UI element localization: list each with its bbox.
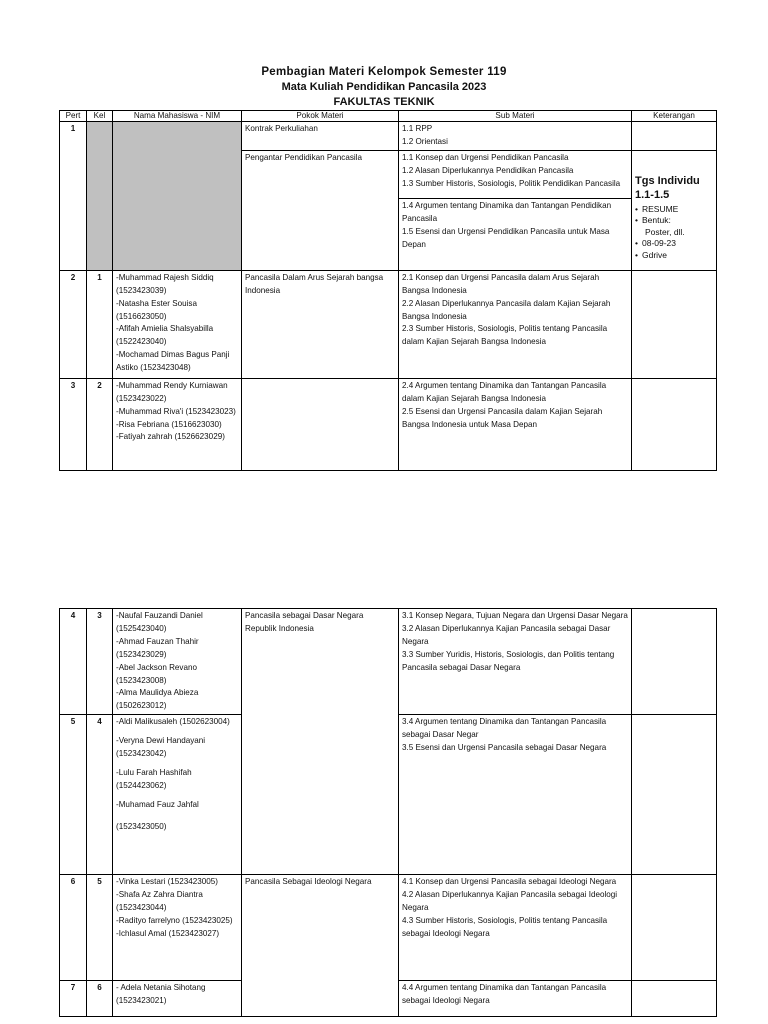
- pokok-text: Pengantar Pendidikan Pancasila: [245, 152, 362, 162]
- pert-cell: 1: [60, 122, 87, 271]
- assignment-item: • RESUME: [635, 204, 713, 216]
- student-entry: - Adela Netania Sihotang (1523423021): [116, 983, 206, 1006]
- student-entry: -Ichlasul Amal (1523423027): [116, 928, 220, 938]
- sub-cell: [399, 875, 632, 981]
- sub-item: 3.2 Alasan Diperlukannya Kajian Pancasila sebagai Dasar Negara: [402, 623, 611, 646]
- sub-item: 4.4 Argumen tentang Dinamika dan Tantangan Pancasila sebagai Ideologi Negara: [402, 983, 607, 1006]
- assignment-subitem: Poster, dll.: [645, 226, 685, 237]
- sub-item: 2.5 Esensi dan Urgensi Pancasila dalam Kajian Sejarah Bangsa Indonesia untuk Masa Depan: [402, 406, 603, 429]
- sub-item: 3.3 Sumber Yuridis, Historis, Sosiologis, dan Politis tentang Pancasila sebagai Dasar Negara: [402, 649, 615, 672]
- pokok-text: Pancasila sebagai Dasar Negara Republik Indonesia: [245, 611, 364, 633]
- sub-item: 3.4 Argumen tentang Dinamika dan Tantangan Pancasila sebagai Dasar Negar: [402, 717, 607, 740]
- nama-cell: [113, 875, 242, 981]
- col-header-pert: Pert: [60, 111, 87, 122]
- col-header-keterangan: Keterangan: [632, 111, 717, 122]
- sub-cell: [399, 150, 632, 198]
- keterangan-cell: [632, 715, 717, 875]
- student-entry: -Risa Febriana (1516623030): [116, 419, 222, 429]
- kel-cell-empty: [87, 122, 113, 271]
- student-entry: -Radityo farrelyno (1523423025): [116, 915, 233, 925]
- student-entry: -Muhamad Fauz Jahfal: [116, 799, 199, 809]
- faculty-title: FAKULTAS TEKNIK: [333, 96, 435, 108]
- col-header-sub: Sub Materi: [399, 111, 632, 122]
- student-entry: -Afifah Amielia Shalsyabilla (1522423040): [116, 324, 214, 347]
- table-row: [60, 378, 717, 470]
- keterangan-cell: [632, 150, 717, 270]
- student-entry: -Mochamad Dimas Bagus Panji Astiko (1523423048): [116, 350, 230, 373]
- kel-cell: 2: [87, 378, 113, 470]
- sub-cell: [399, 122, 632, 151]
- table-header-row: [60, 111, 717, 122]
- pokok-text: Pancasila Sebagai Ideologi Negara: [245, 877, 372, 887]
- pert-cell: 4: [60, 609, 87, 715]
- kel-cell: 6: [87, 981, 113, 1017]
- pert-cell: 6: [60, 875, 87, 981]
- student-entry: -Aldi Malikusaleh (1502623004): [116, 717, 230, 727]
- sub-item: 1.1 RPP: [402, 124, 433, 133]
- student-entry: -Naufal Fauzandi Daniel (1525423040): [116, 611, 203, 633]
- col-header-pokok: Pokok Materi: [242, 111, 399, 122]
- table-row: [60, 122, 717, 151]
- assignment-item: • Gdrive: [635, 250, 713, 262]
- keterangan-cell: [632, 981, 717, 1017]
- sub-cell: [399, 981, 632, 1017]
- student-entry: -Abel Jackson Revano (1523423008): [116, 662, 197, 685]
- sub-item: 2.3 Sumber Historis, Sosiologis, Politis tentang Pancasila dalam Kajian Sejarah Bangsa Indonesia: [402, 324, 608, 347]
- pert-cell: 5: [60, 715, 87, 875]
- pokok-cell: [242, 378, 399, 470]
- document-title: Pembagian Materi Kelompok Semester 119: [261, 66, 507, 78]
- keterangan-cell: [632, 609, 717, 715]
- sub-item: 4.2 Alasan Diperlukannya Kajian Pancasila sebagai Ideologi Negara: [402, 890, 618, 913]
- student-entry: -Vinka Lestari (1523423005): [116, 877, 218, 887]
- keterangan-cell: [632, 875, 717, 981]
- table-row: [60, 270, 717, 378]
- kel-cell: 3: [87, 609, 113, 715]
- nama-cell: [113, 981, 242, 1017]
- student-entry: -Shafa Az Zahra Diantra (1523423044): [116, 890, 203, 913]
- pert-cell: 7: [60, 981, 87, 1017]
- sub-cell: [399, 270, 632, 378]
- pokok-text: Kontrak Perkuliahan: [245, 124, 318, 133]
- sub-cell: [399, 609, 632, 715]
- pokok-cell: [242, 122, 399, 151]
- student-entry: -Lulu Farah Hashifah (1524423062): [116, 767, 192, 790]
- kel-cell: 4: [87, 715, 113, 875]
- assignment-list: [635, 204, 713, 262]
- sub-cell: [399, 378, 632, 470]
- sub-item: 1.5 Esensi dan Urgensi Pendidikan Pancasila untuk Masa Depan: [402, 226, 610, 249]
- keterangan-cell: [632, 122, 717, 151]
- materials-table-bottom: [59, 608, 717, 1017]
- table-row: [60, 875, 717, 981]
- sub-item: 2.1 Konsep dan Urgensi Pancasila dalam Arus Sejarah Bangsa Indonesia: [402, 272, 600, 295]
- assignment-title: Tgs Individu 1.1-1.5: [635, 174, 700, 201]
- student-entry: -Fatiyah zahrah (1526623029): [116, 432, 225, 442]
- sub-item: 1.4 Argumen tentang Dinamika dan Tantangan Pendidikan Pancasila: [402, 200, 612, 223]
- materials-table-top: [59, 110, 717, 471]
- nama-cell: [113, 270, 242, 378]
- pokok-cell: [242, 150, 399, 270]
- student-entry: -Muhammad Riva'i (1523423023): [116, 406, 236, 416]
- nama-cell: [113, 609, 242, 715]
- sub-item: 4.3 Sumber Historis, Sosiologis, Politis tentang Pancasila sebagai Ideologi Negara: [402, 915, 608, 938]
- pokok-cell: [242, 270, 399, 378]
- col-header-kel: Kel: [87, 111, 113, 122]
- nama-cell: [113, 378, 242, 470]
- keterangan-cell: [632, 270, 717, 378]
- sub-item: 1.1 Konsep dan Urgensi Pendidikan Pancasila: [402, 152, 569, 162]
- col-header-nama: Nama Mahasiswa - NIM: [113, 111, 242, 122]
- sub-item: 3.1 Konsep Negara, Tujuan Negara dan Urgensi Dasar Negara: [402, 611, 628, 620]
- sub-item: 1.2 Orientasi: [402, 136, 448, 146]
- nama-cell: [113, 715, 242, 875]
- assignment-item: • Bentuk:: [635, 215, 713, 227]
- sub-item: 3.5 Esensi dan Urgensi Pancasila sebagai Dasar Negara: [402, 743, 607, 753]
- student-entry: -Muhammad Rendy Kurniawan (1523423022): [116, 380, 228, 403]
- student-entry: -Muhammad Rajesh Siddiq (1523423039): [116, 272, 214, 295]
- pokok-text: Pancasila Dalam Arus Sejarah bangsa Indonesia: [245, 272, 384, 295]
- sub-item: 2.2 Alasan Diperlukannya Pancasila dalam Kajian Sejarah Bangsa Indonesia: [402, 298, 611, 321]
- sub-cell: [399, 715, 632, 875]
- pert-cell: 2: [60, 270, 87, 378]
- student-entry: -Alma Maulidya Abieza (1502623012): [116, 688, 199, 711]
- sub-item: 4.1 Konsep dan Urgensi Pancasila sebagai Ideologi Negara: [402, 877, 617, 887]
- student-entry: -Ahmad Fauzan Thahir (1523423029): [116, 636, 199, 659]
- pokok-cell: [242, 875, 399, 1017]
- assignment-item: • 08-09-23: [635, 238, 713, 250]
- table-row: [60, 609, 717, 715]
- keterangan-cell: [632, 378, 717, 470]
- document-subtitle: Mata Kuliah Pendidikan Pancasila 2023: [281, 81, 487, 93]
- student-entry: -Natasha Ester Souisa (1516623050): [116, 298, 197, 321]
- sub-item: 2.4 Argumen tentang Dinamika dan Tantangan Pancasila dalam Kajian Sejarah Bangsa Indonesia: [402, 380, 607, 403]
- kel-cell: 1: [87, 270, 113, 378]
- student-entry: -Veryna Dewi Handayani (1523423042): [116, 736, 206, 759]
- nama-cell-empty: [113, 122, 242, 271]
- sub-item: 1.2 Alasan Diperlukannya Pendidikan Pancasila: [402, 165, 574, 175]
- sub-cell: [399, 198, 632, 270]
- student-entry: (1523423050): [116, 821, 167, 831]
- pokok-cell: [242, 609, 399, 875]
- kel-cell: 5: [87, 875, 113, 981]
- pert-cell: 3: [60, 378, 87, 470]
- sub-item: 1.3 Sumber Historis, Sosiologis, Politik Pendidikan Pancasila: [402, 178, 621, 188]
